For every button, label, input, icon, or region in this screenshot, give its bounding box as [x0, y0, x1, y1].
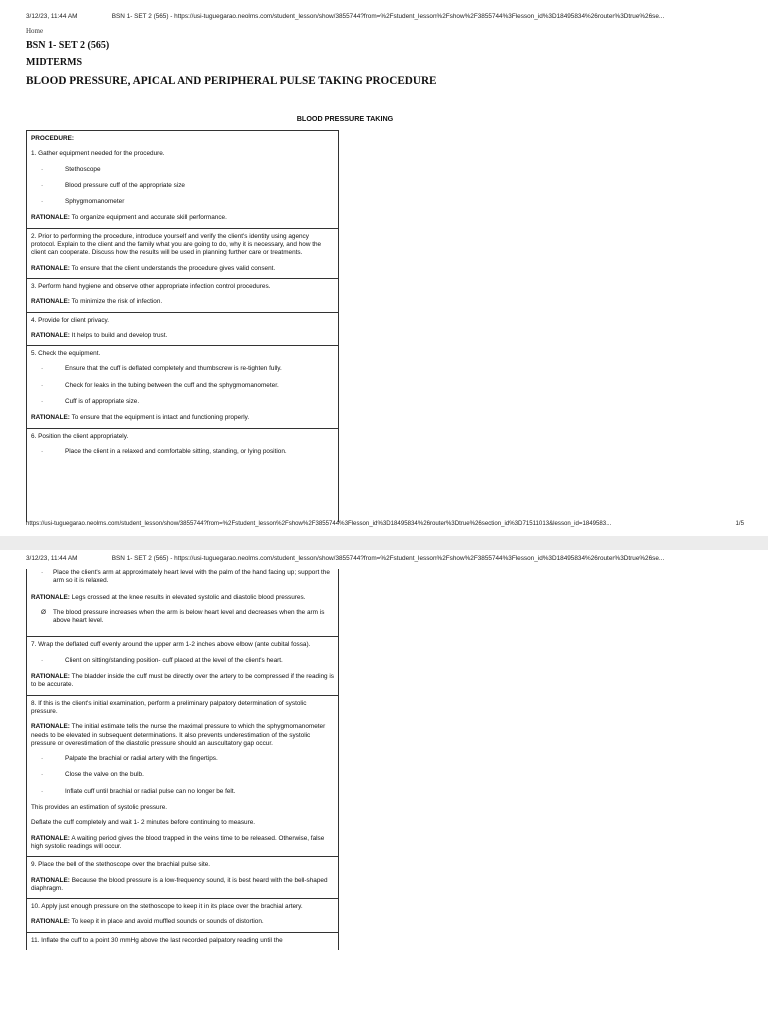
bullet-icon: · — [41, 771, 44, 779]
step-text: 9. Place the bell of the stethoscope over the brachial pulse site. — [31, 861, 211, 869]
procedure-step-8 — [27, 696, 338, 858]
rationale: RATIONALE: Because the blood pressure is a low-frequency sound, it is best heard with the bell-shaped diaphragm. — [31, 876, 328, 892]
step-text: 1. Gather equipment needed for the procedure. — [31, 150, 165, 158]
list-item: · Cuff is of appropriate size. — [41, 398, 140, 406]
step-line: This provides an estimation of systolic pressure. — [31, 804, 168, 812]
print-timestamp: 3/12/23, 11:44 AM — [26, 13, 78, 20]
step-text: 6. Position the client appropriately. — [31, 432, 129, 440]
list-item: · Sphygmomanometer — [41, 198, 125, 206]
bullet-icon: · — [41, 398, 44, 406]
procedure-step-3 — [27, 279, 338, 313]
step-text: 11. Inflate the cuff to a point 30 mmHg above the last recorded palpatory reading until the — [31, 936, 283, 944]
list-item: · Place the client in a relaxed and comfortable sitting, standing, or lying position. — [41, 447, 287, 455]
list-item: · Close the valve on the bulb. — [41, 771, 144, 779]
list-item: · Place the client's arm at approximately heart level with the palm of the hand facing up; support the arm so it is relaxed. — [41, 569, 330, 585]
rationale: RATIONALE: To keep it in place and avoid muffled sounds or sounds of distortion. — [31, 918, 264, 926]
bullet-icon: · — [41, 181, 44, 189]
step-text: 2. Prior to performing the procedure, introduce yourself and verify the client's identity using agency protocol. Explain to the client and the family what you are going to do, why it is necessary, and how the client can cooperate. Discuss how the results will be used in planning further care or treatments. — [31, 232, 322, 257]
breadcrumb-home-link[interactable]: Home — [26, 27, 44, 35]
section-title: MIDTERMS — [26, 57, 83, 68]
list-item: · Check for leaks in the tubing between the cuff and the sphygmomanometer. — [41, 381, 279, 389]
rationale: RATIONALE: Legs crossed at the knee results in elevated systolic and diastolic blood pressures. — [31, 593, 306, 601]
print-header — [26, 555, 744, 562]
procedure-label: PROCEDURE: — [31, 135, 74, 142]
step-text: 4. Provide for client privacy. — [31, 316, 110, 324]
print-header — [26, 13, 744, 20]
step-text: 8. If this is the client's initial examination, perform a preliminary palpatory determination of systolic pressure. — [31, 699, 307, 715]
course-title: BSN 1- SET 2 (565) — [26, 40, 110, 51]
list-item: · Stethoscope — [41, 165, 101, 173]
procedure-step-7 — [27, 637, 338, 695]
procedure-step-6-continued — [27, 569, 338, 637]
procedure-step-11 — [27, 933, 338, 950]
bullet-icon: · — [41, 198, 44, 206]
rationale: RATIONALE: To ensure that the client understands the procedure gives valid consent. — [31, 264, 276, 272]
bullet-icon: · — [41, 755, 44, 763]
rationale: RATIONALE: It helps to build and develop trust. — [31, 331, 168, 339]
step-text: 10. Apply just enough pressure on the stethoscope to keep it in its place over the brachial artery. — [31, 903, 303, 911]
list-item: · Client on sitting/standing position- cuff placed at the level of the client's heart. — [41, 656, 283, 664]
page-number: 1/5 — [735, 520, 744, 527]
step-text: 5. Check the equipment. — [31, 350, 101, 358]
note-item: Ø The blood pressure increases when the arm is below heart level and decreases when the arm is above heart level. — [41, 608, 325, 625]
bullet-icon: · — [41, 165, 44, 173]
bullet-icon: · — [41, 365, 44, 373]
step-text: 3. Perform hand hygiene and observe other appropriate infection control procedures. — [31, 282, 271, 290]
rationale: RATIONALE: The initial estimate tells the nurse the maximal pressure to which the sphygmomanometer needs to be elevated in subsequent determinations. It also prevents underestimation of the systolic pressure or overestimation of the diastolic pressure should an auscultatory gap occur. — [31, 723, 326, 747]
rationale: RATIONALE: The bladder inside the cuff must be directly over the artery to be compressed if the reading is to be accurate. — [31, 673, 334, 689]
list-item: · Inflate cuff until brachial or radial pulse can no longer be felt. — [41, 787, 236, 795]
bullet-icon: · — [41, 447, 44, 455]
step-line: Deflate the cuff completely and wait 1- 2 minutes before continuing to measure. — [31, 819, 256, 827]
procedure-step-2 — [27, 229, 338, 279]
procedure-step-4 — [27, 313, 338, 347]
page-separator — [0, 536, 768, 550]
procedure-step-10 — [27, 899, 338, 933]
bullet-icon: · — [41, 787, 44, 795]
bullet-icon: · — [41, 656, 44, 664]
procedure-step-1 — [27, 131, 338, 229]
bullet-icon: · — [41, 569, 44, 576]
rationale: RATIONALE: To minimize the risk of infection. — [31, 298, 163, 306]
rationale: RATIONALE: A waiting period gives the blood trapped in the veins time to be released. Otherwise, false high systolic readings will occur. — [31, 834, 325, 850]
rationale: RATIONALE: To organize equipment and accurate skill performance. — [31, 214, 227, 222]
lesson-title: BLOOD PRESSURE, APICAL AND PERIPHERAL PULSE TAKING PROCEDURE — [26, 75, 437, 87]
print-footer-url: https://usi-tuguegarao.neolms.com/student_lesson/show/3855744?from=%2Fstudent_lesson%2Fshow%2F3855744%3Flesson_id%3D18495834%26router%3Dtrue%26section_id%3D71511013&lesson_id=1849583... — [26, 520, 612, 527]
arrow-note-icon: Ø — [41, 608, 46, 616]
print-title-url: BSN 1- SET 2 (565) - https://usi-tuguegarao.neolms.com/student_lesson/show/3855744?from=%2Fstudent_lesson%2Fshow%2F3855744%3Flesson_id%3D18495834%26router%3Dtrue%26se... — [111, 13, 665, 20]
procedure-step-5 — [27, 346, 338, 428]
procedure-step-6 — [27, 429, 338, 468]
list-item: · Palpate the brachial or radial artery with the fingertips. — [41, 755, 218, 763]
list-item: · Ensure that the cuff is deflated completely and thumbscrew is re-tighten fully. — [41, 365, 282, 373]
procedure-step-9 — [27, 857, 338, 899]
procedure-table — [26, 130, 339, 522]
print-title-url: BSN 1- SET 2 (565) - https://usi-tuguegarao.neolms.com/student_lesson/show/3855744?from=%2Fstudent_lesson%2Fshow%2F3855744%3Flesson_id%3D18495834%26router%3Dtrue%26se... — [111, 555, 665, 562]
step-text: 7. Wrap the deflated cuff evenly around the upper arm 1-2 inches above elbow (ante cubital fossa). — [31, 641, 311, 649]
list-item: · Blood pressure cuff of the appropriate size — [41, 181, 185, 189]
printed-page-2 — [0, 550, 768, 1024]
print-footer — [26, 520, 744, 529]
procedure-table-continued — [26, 569, 339, 950]
subheading: BLOOD PRESSURE TAKING — [296, 114, 394, 123]
rationale: RATIONALE: To ensure that the equipment is intact and functioning properly. — [31, 414, 250, 422]
print-timestamp: 3/12/23, 11:44 AM — [26, 555, 78, 562]
bullet-icon: · — [41, 381, 44, 389]
